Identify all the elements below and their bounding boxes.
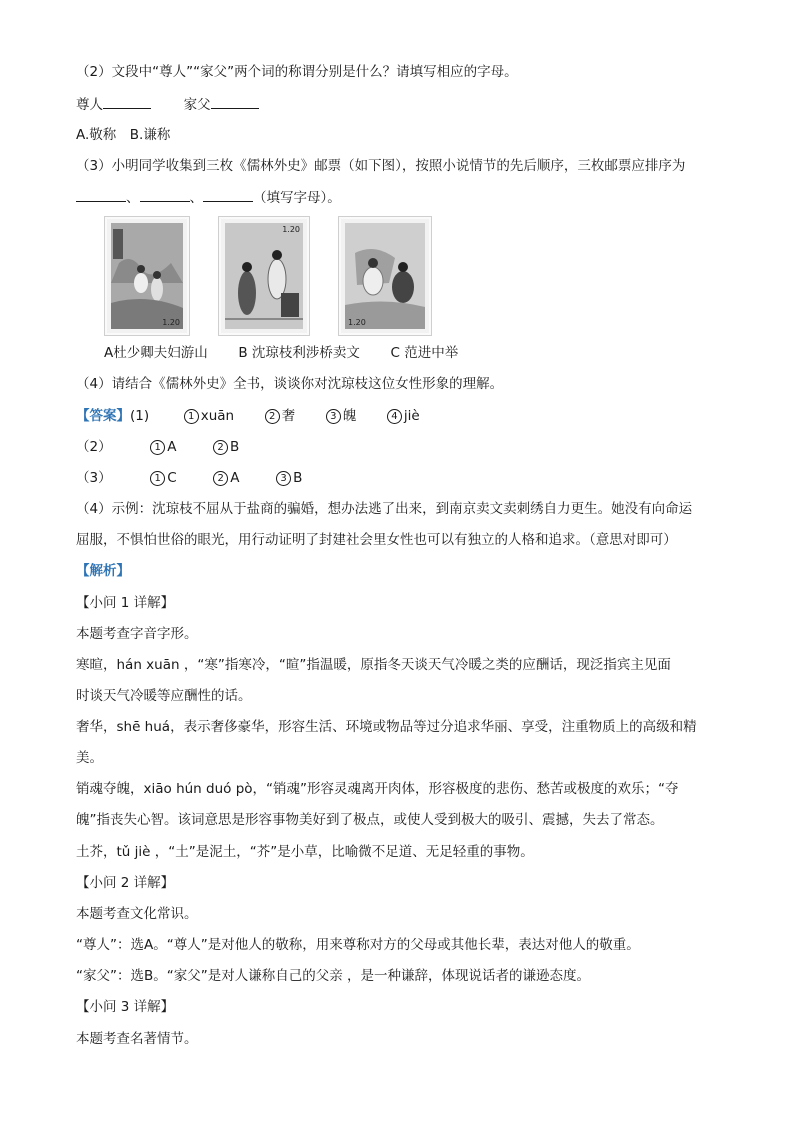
q3-tail: （填写字母）。 bbox=[253, 190, 341, 206]
answer-r1-val-4: jiè bbox=[403, 408, 420, 424]
stamp-c-picture bbox=[345, 223, 425, 329]
answer-r1-num: (1) bbox=[130, 408, 150, 424]
q3-blank1[interactable] bbox=[76, 187, 126, 202]
answer-r4-line2: 屈服，不惧怕世俗的眼光，用行动证明了封建社会里女性也可以有独立的人格和追求。（意思对即可） bbox=[76, 532, 677, 548]
analysis-s1-p3-l1: 销魂夺魄，xiāo hún duó pò，“销魂”形容灵魂离开肉体，形容极度的悲伤、愁苦或极度的欢乐；“夺 bbox=[76, 781, 679, 797]
q2-blank1-label: 尊人 bbox=[76, 97, 103, 113]
stamp-b-painting-icon bbox=[225, 223, 303, 329]
stamp-b-picture bbox=[225, 223, 303, 329]
answer-r3-val-2: A bbox=[230, 470, 240, 486]
q3-sep1: 、 bbox=[126, 190, 140, 206]
stamp-c-painting-icon bbox=[345, 223, 425, 329]
answer-row-1 bbox=[76, 406, 420, 426]
analysis-s1-p2-l2: 美。 bbox=[76, 750, 103, 766]
q2-blank2[interactable] bbox=[211, 94, 259, 109]
answer-r1-mark-2: 2 bbox=[265, 409, 280, 424]
stamp-caption-a: A杜少卿夫妇游山 bbox=[104, 345, 208, 361]
answer-r3-val-3: B bbox=[293, 470, 303, 486]
answer-row-3 bbox=[76, 468, 302, 488]
stamp-a bbox=[104, 216, 190, 336]
analysis-s3-head: 【小问 3 详解】 bbox=[76, 999, 175, 1015]
answer-row-2 bbox=[76, 437, 239, 457]
q3-blank3[interactable] bbox=[203, 187, 253, 202]
answer-r3-num: （3） bbox=[76, 470, 112, 486]
answer-r3-val-1: C bbox=[167, 470, 177, 486]
analysis-s2-p2: “家父”：选B。“家父”是对人谦称自己的父亲 ，是一种谦辞，体现说话者的谦逊态度。 bbox=[76, 968, 591, 984]
answer-r3-mark-2: 2 bbox=[213, 471, 228, 486]
q2-blank2-label: 家父 bbox=[183, 97, 211, 113]
stamp-captions bbox=[104, 343, 458, 363]
stamp-c-value: 1.20 bbox=[348, 318, 366, 327]
q3-blank2[interactable] bbox=[140, 187, 190, 202]
answer-r4-line1: （4）示例：沈琼枝不屈从于盐商的骗婚，想办法逃了出来，到南京卖文卖刺绣自力更生。她没有向命运 bbox=[76, 501, 693, 517]
stamp-caption-b: B 沈琼枝利涉桥卖文 bbox=[238, 345, 360, 361]
answer-r1-mark-4: 4 bbox=[387, 409, 402, 424]
analysis-s1-p2-l1: 奢华，shē huá，表示奢侈豪华，形容生活、环境或物品等过分追求华丽、享受，注重物质上的高级和精 bbox=[76, 719, 697, 735]
analysis-tag: 【解析】 bbox=[76, 563, 130, 579]
answer-r1-mark-1: 1 bbox=[184, 409, 199, 424]
answer-r2-mark-2: 2 bbox=[213, 440, 228, 455]
analysis-s1-intro: 本题考查字音字形。 bbox=[76, 626, 198, 642]
q2-question: （2）文段中“尊人”“家父”两个词的称谓分别是什么？请填写相应的字母。 bbox=[76, 64, 518, 80]
analysis-s3-intro: 本题考查名著情节。 bbox=[76, 1031, 198, 1047]
stamp-a-value: 1.20 bbox=[162, 318, 180, 327]
q3-sep2: 、 bbox=[189, 190, 203, 206]
stamp-b-value: 1.20 bbox=[282, 225, 300, 234]
answer-r3-mark-1: 1 bbox=[150, 471, 165, 486]
stamp-b bbox=[218, 216, 310, 336]
q2-blank1[interactable] bbox=[103, 94, 151, 109]
stamp-a-picture bbox=[111, 223, 183, 329]
analysis-s2-p1: “尊人”：选A。“尊人”是对他人的敬称，用来尊称对方的父母或其他长辈，表达对他人的敬重。 bbox=[76, 937, 640, 953]
answer-r1-val-1: xuān bbox=[200, 408, 235, 424]
answer-r2-num: （2） bbox=[76, 439, 112, 455]
analysis-s1-p1-l1: 寒暄，hán xuān ，“寒”指寒冷，“暄”指温暖，原指冬天谈天气冷暖之类的应酬话，现泛指宾主见面 bbox=[76, 657, 671, 673]
analysis-s2-intro: 本题考查文化常识。 bbox=[76, 906, 198, 922]
answer-tag: 【答案】 bbox=[76, 408, 130, 424]
analysis-s2-head: 【小问 2 详解】 bbox=[76, 875, 175, 891]
analysis-s1-p4: 土芥，tǔ jiè ，“土”是泥土，“芥”是小草，比喻微不足道、无足轻重的事物。 bbox=[76, 844, 534, 860]
analysis-s1-p3-l2: 魄”指丧失心智。该词意思是形容事物美好到了极点，或使人受到极大的吸引、震撼，失去了常态。 bbox=[76, 812, 664, 828]
stamp-caption-c: C 范进中举 bbox=[390, 345, 459, 361]
q2-blanks bbox=[76, 94, 259, 115]
answer-r1-mark-3: 3 bbox=[326, 409, 341, 424]
answer-r2-mark-1: 1 bbox=[150, 440, 165, 455]
answer-r2-val-2: B bbox=[230, 439, 240, 455]
analysis-s1-p1-l2: 时谈天气冷暖等应酬性的话。 bbox=[76, 688, 252, 704]
q3-question: （3）小明同学收集到三枚《儒林外史》邮票（如下图），按照小说情节的先后顺序，三枚邮票应排序为 bbox=[76, 158, 686, 174]
q2-options: A.敬称 B.谦称 bbox=[76, 127, 171, 143]
answer-r3-mark-3: 3 bbox=[276, 471, 291, 486]
answer-r1-val-2: 奢 bbox=[281, 408, 296, 424]
q4-question: （4）请结合《儒林外史》全书，谈谈你对沈琼枝这位女性形象的理解。 bbox=[76, 376, 504, 392]
stamp-c bbox=[338, 216, 432, 336]
analysis-s1-head: 【小问 1 详解】 bbox=[76, 595, 175, 611]
q3-blanks bbox=[76, 187, 341, 208]
stamp-a-painting-icon bbox=[111, 223, 183, 329]
answer-r1-val-3: 魄 bbox=[342, 408, 357, 424]
answer-r2-val-1: A bbox=[167, 439, 177, 455]
